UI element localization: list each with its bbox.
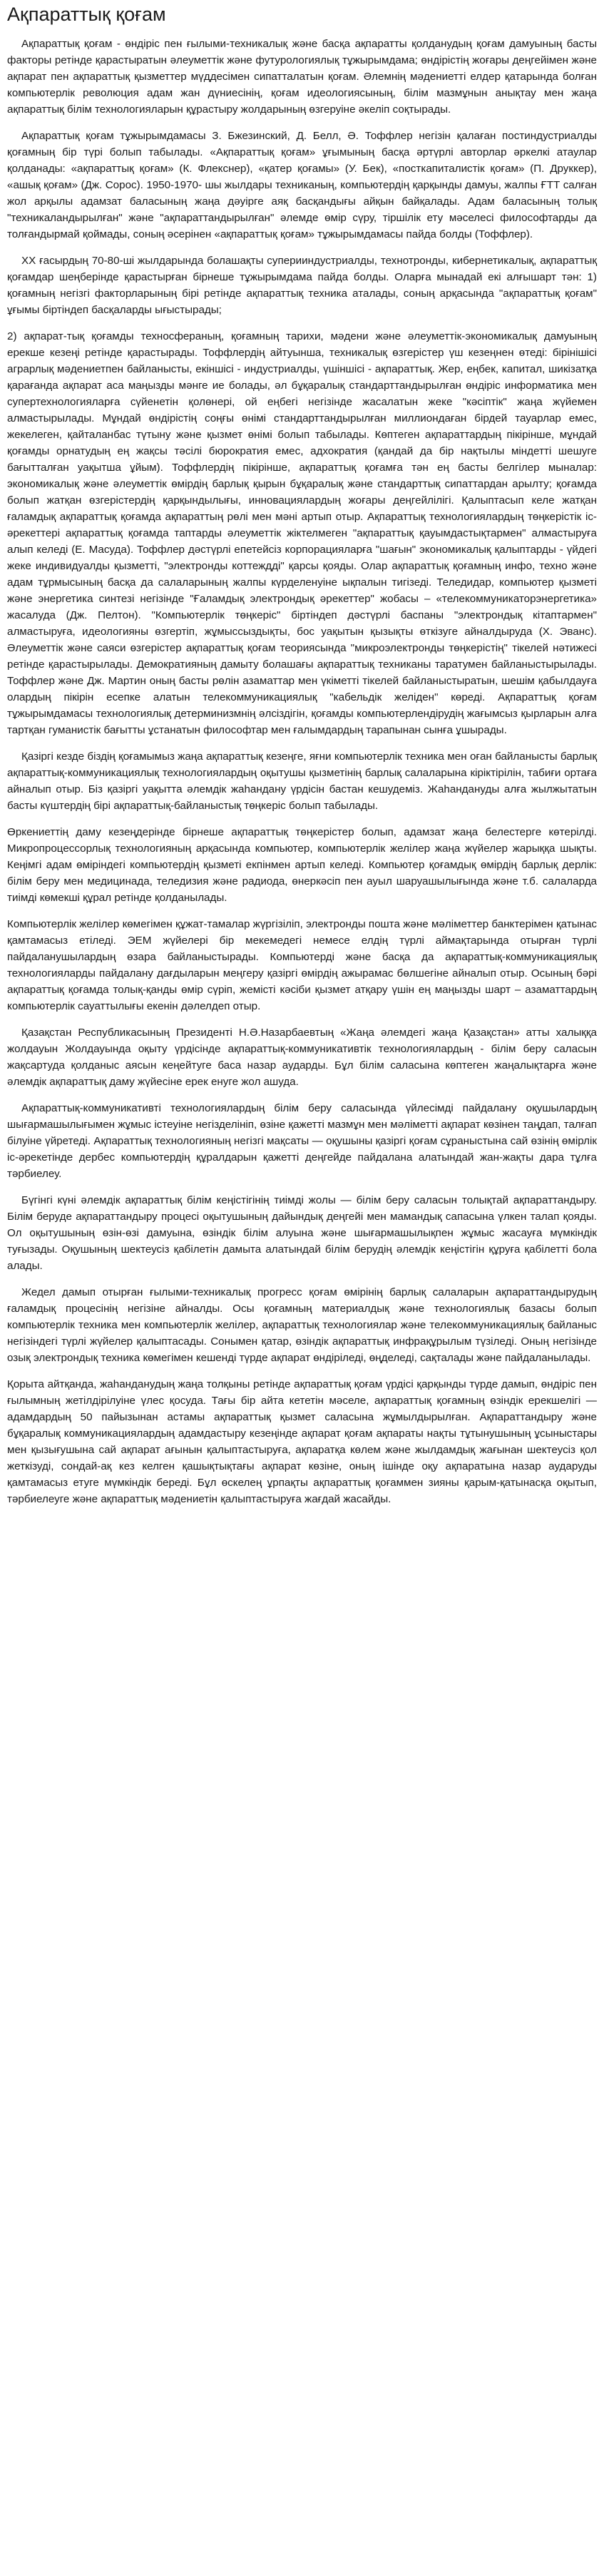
paragraph-3: XX ғасырдың 70-80-ші жылдарында болашақты суперииндустриалды, технотронды, кибернетикалық, ақпараттық қоғамдар шеңберінде қарастырған бірнеше тұжырымдама пайда болды. Оларға мынадай екі алғышарт тән: 1) қоғамның негізгі факторларының бірі ретінде ақпараттық техника аталады, соның арқасында "ақпараттық қоғам" ұғымы біртіндеп басқаларды ығыстырады; (7, 255, 597, 316)
paragraph-7: Компьютерлік желілер көмегімен құжат-тамалар жүргізіліп, электронды пошта және мәліметтер банктерімен қатынас қамтамасыз етіледі. ЭЕМ жүйелері бір мекемедегі немесе елдің түрлі аймақтарында отырған түрлі пайдаланушылардың өзара байланыстырады. Компьютерді және басқа да ақпараттық-коммуникациялық технологияларды пайдалану дағдыларын меңгеру қазіргі өмірдің ажырамас бөлшегіне айналып отыр. Осының бәрі ақпараттық қоғамда толық-қанды өмір сүріп, жемісті кәсіби қызмет атқару үшін ең маңызды шарт – азаматтардың компьютерлік сауаттылығы екенін дәлелдеп отыр. (7, 918, 597, 1012)
paragraph-10: Бүгінгі күні әлемдік ақпараттық білім кеңістігінің тиімді жолы — білім беру саласын толықтай ақпараттандыру. Білім беруде ақпараттандыру процесі оқытушының дайындық деңгейі мен мамандық сапасына үлкен талап қояды. Ол оқытушының өзін-өзі дамуына, өзіндік білім алуына және шығармашылықпен жұмыс жасауға мүмкіндік туғызады. Оқушының шектеусіз қабілетін дамыта алатындай білім берудің әлемдік кеңістігін құруға қабілетті бола алады. (7, 1194, 597, 1272)
paragraph-2: Ақпараттық қоғам тұжырымдамасы З. Бжезинский, Д. Белл, Ә. Тоффлер негізін қалаған постиндустриалды қоғамның бір түрі болып табылады. «Ақпараттық қоғам» ұғымының басқа әртүрлі авторлар әркелкі атаулар қолданады: «ақпараттық қоғам» (К. Флекснер), «қатер қоғамы» (У. Бек), «посткапиталистік қоғам» (П. Друккер), «ашық қоғам» (Дж. Сорос). 1950-1970- шы жылдары техниканың, компьютердің қарқынды дамуы, жалпы ҒТТ салған жол арқылы адамзат баласының жаңа дәуірге аяқ басқандығы айқын байқалады. Адам баласының толық "техникаландырылған" және "ақпараттандырылған" әлемде өмір сүру, тіршілік ету мәселесі философтарды да толғандырмай қоймады, соның әсерінен «ақпараттық қоғам» тұжырымдамасы пайда болды (Тоффлер). (7, 130, 597, 240)
paragraph-8: Қазақстан Республикасының Президенті Н.Ә.Назарбаевтың «Жаңа әлемдегі жаңа Қазақстан» атты халыққа жолдауын Жолдауында оқыту үрдісінде ақпараттық-коммуникативтік технологиялардың - білім беру саласын жақсартуда қолданыс аясын кеңейтуге баса назар аударды. Бұл білім саласына көптеген жаңалықтарға және әлемдік ақпараттық даму жүйесіне ерек енуге жол ашуда. (7, 1027, 597, 1088)
page-title: Ақпараттық қоғам (7, 4, 166, 25)
paragraph-12: Қорыта айтқанда, жаһанданудың жаңа толқыны ретінде ақпараттық қоғам үрдісі қарқынды түрде дамып, өндіріс пен ғылымның жетілдірілуіне үлес қосуда. Тағы бір айта кететін мәселе, ақпараттық қоғамның өзіндік ерекшелігі — адамдардың 50 пайызынан астамы ақпараттық қызмет саласына жұмылдырылған. Ақпараттандыру және бұқаралық коммуникациялардың адамдастыру кезеңінде ақпарат қоғам ақпараты нақты тұтынушының ұсыныстары мен қызығушына сай ақпарат ағынын қалыптастыруға, ақпаратқа көлем және жылдамдық жағынан шектеусіз қол жеткізуді, сондай-ақ кез келген қашықтықтағы ақпарат көзіне, оның ішінде оқу ақпаратына назар аударуды қамтамасыз етуге мүмкіндік береді. Бұл өскелең ұрпақты ақпараттық қоғаммен зияны қарым-қатынасқа оқытып, тәрбиелеуге және ақпараттық мәдениетін қалыптастыруға жағдай жасайды. (7, 1378, 597, 1505)
paragraph-9: Ақпараттық-коммуникативті технологиялардың білім беру саласында үйлесімді пайдалану оқушылардың шығармашылығымен жұмыс істеуіне негізделініп, өзіне қажетті мазмұн мен мәліметті ақпарат көзінен таңдап, талғап білуіне үйретеді. Ақпараттық технологияның негізгі мақсаты — оқушыны қазіргі қоғам сұраныстына сай өзінің өмірлік іс-әрекетінде дербес компьютердің құралдарын қажетті деңгейде пайдалана алатындай жан-жақты дара тұлға тәрбиелеу. (7, 1102, 597, 1180)
paragraph-4: 2) ақпарат-тық қоғамды техносфераның, қоғамның тарихи, мәдени және әлеуметтік-экономикалық дамуының ерекше кезеңі ретінде қарастырады. Тоффлердің айтуынша, техникалық өзгерістер үш кезеңнен өтеді: бірінішісі аграрлық мәдениетпен байланысты, екіншісі - индустриалды, үшіншісі - ақпараттық. Жер, еңбек, капитал, шикізатқа қарағанда ақпарат аса маңызды мәнге ие болады, әл бұқаралық стандарттандырылған өндіріс информатика мен супертехнологияларға сүйенетін қолөнері, ой еңбегі негізінде жасалатын жеке "кәсіптік" жаңа жүйемен алмастырылады. Мұндай өндірістің соңғы өнімі стандарттандырылған миллиондаған бірдей тауарлар емес, жекелеген, қайталанбас түтыну және қызмет өнімі болып табылады. Көптеген ақпараттардың пікірінше, мұндай қоғамды орнатудың ең жақсы тәсілі бюрократия емес, адхократия (қандай да бір нақтылы міндетті шешуге бағытталған уақытша ұйым). Тоффлердің пікірінше, ақпараттық қоғамға тән ең басты белгілер мыналар: экономикалық және әлеуметтік өмірдің барлық қырын бұқаралық және стандарттық сипаттардан арылту; қоғамда болып жатқан өзгерістердің қарқындылығы, инновациялардың жоғары деңгейлілігі. Қалыптасып келе жатқан ғаламдық ақпараттық қоғамда ақпараттың рөлі мен мәні артып отыр. Ақпараттық технологиялардың төңкерістік іс-әрекеттері ақпараттық қоғамда таптарды әлеуметтік жіктелмеген "ақпараттық қауымдастықтармен" алмастыруға алып келеді (Е. Масуда). Тоффлер дәстүрлі епетейсіз корпорацияларға "шағын" экономикалық қалыптарды - үйдегі жеке индивидуалды қызметті, "электронды коттеждді" қарсы қояды. Олар ақпараттық қоғамның инфо, техно және адам тұрмысының басқа да салаларының жалпы күрделенуіне ықпалын тигізеді. Теледидар, компьютер қызметі және энергетика синтезі негізінде "Ғаламдық электрондық әрекеттер" жобасы – «телекоммуникаторэнергетика» жасалуда (Дж. Пелтон). "Компьютерлік төңкеріс" біртіндеп дәстүрлі баспаны "электрондық кітаптармен" алмастыруға, идеологияны өзгертіп, жұмыссыздықты, бос уақытын қызықты өткізуге айналдыруда (Х. Эванс). Әлеуметтік және саяси өзгерістер ақпараттық қоғам теориясында "микроэлектронды төңкерістің" тікелей нәтижесі ретінде қарастырылады. Демократияның дамыту болашағы ақпараттық техниканы таратумен байланыстырылады. Тоффлер және Дж. Мартин оның басты рөлін азаматтар мен үкіметті тікелей байланыстыратын, шешім қабылдауға олардың пікірін есепке алатын телекоммуникациялық "кабельдік желіден" көреді. Ақпараттық қоғам тұжырымдамасы технологиялық детерминизмнің әлсіздігін, қоғамды компьютерлендірудің жағымсыз қырларын алға тартқан гуманистік бағытты ұстанатын философтар мен ғалымдардың тарапынан сынға ұшырады. (7, 330, 597, 736)
paragraph-5: Қазіргі кезде біздің қоғамымыз жаңа ақпараттық кезеңге, яғни компьютерлік техника мен оған байланысты барлық ақпараттық-коммуникациялық технологиялардың оқытушы қызметінің барлық салаларына кіріктірілін, табиғи ортаға айналып отыр. Біз қазіргі уақытта әлемдік жаһандану үрдісін бастан кешудеміз. Жаһандануды алға жылжытатын басты күштердің бірі ақпараттық-байланыстық төңкеріс болып табылады. (7, 750, 597, 812)
paragraph-11: Жедел дамып отырған ғылыми-техникалық прогресс қоғам өмірінің барлық салаларын ақпараттандырудың ғаламдық процесінің негізіне айналды. Осы қоғамның материалдық және технологиялық базасы болып компьютерлік техника мен компьютерлік желілер, ақпараттық технологиялар және телекоммуникациялық байланыс негізіндегі түрлі жүйелер қалыптасады. Сонымен қатар, өзіндік ақпараттық инфрақұрылым түзіледі. Оның негізінде озық электрондық техника көмегімен кешенді түрде ақпарат өндіріледі, өңделеді, сақталады және пайдаланылады. (7, 1286, 597, 1364)
paragraph-1: Ақпараттық қоғам - өндіріс пен ғылыми-техникалық және басқа ақпаратты қолданудың қоғам дамуының басты факторы ретінде қарастыратын әлеуметтік және футурологиялық тұжырымдама; өндірістің жоғары деңгейімен және ақпарат пен ақпараттық қызметтер мүддесімен сипатталатын қоғам. Әлемнің мәдениетті елдер қатарында болған компьютерлік революция адам жан дүниесінің, қоғам идеологиясының, білім мазмұнын анықтау мен жаңа ақпараттық білім технологияларын құрастыру жолдарының өзгеруіне әкеліп соқтырады. (7, 38, 597, 116)
paragraph-6: Өркениеттің даму кезеңдерінде бірнеше ақпараттық төңкерістер болып, адамзат жаңа белестерге көтерілді. Микропроцессорлық технологияның арқасында компьютер, компьютерлік желілер жаңа жүйелер жарыққа шықты. Кеңімгі адам өміріндегі компьютердің қызметі екпінмен артып келеді. Компьютер қоғамдық өмірдің барлық дерлік: білім беру мен медицинада, теледизия және радиода, өнеркәсіп пен ауыл шаруашылығында және т.б. салаларда тиімді көмекші құрал ретінде қолданылады. (7, 826, 597, 904)
